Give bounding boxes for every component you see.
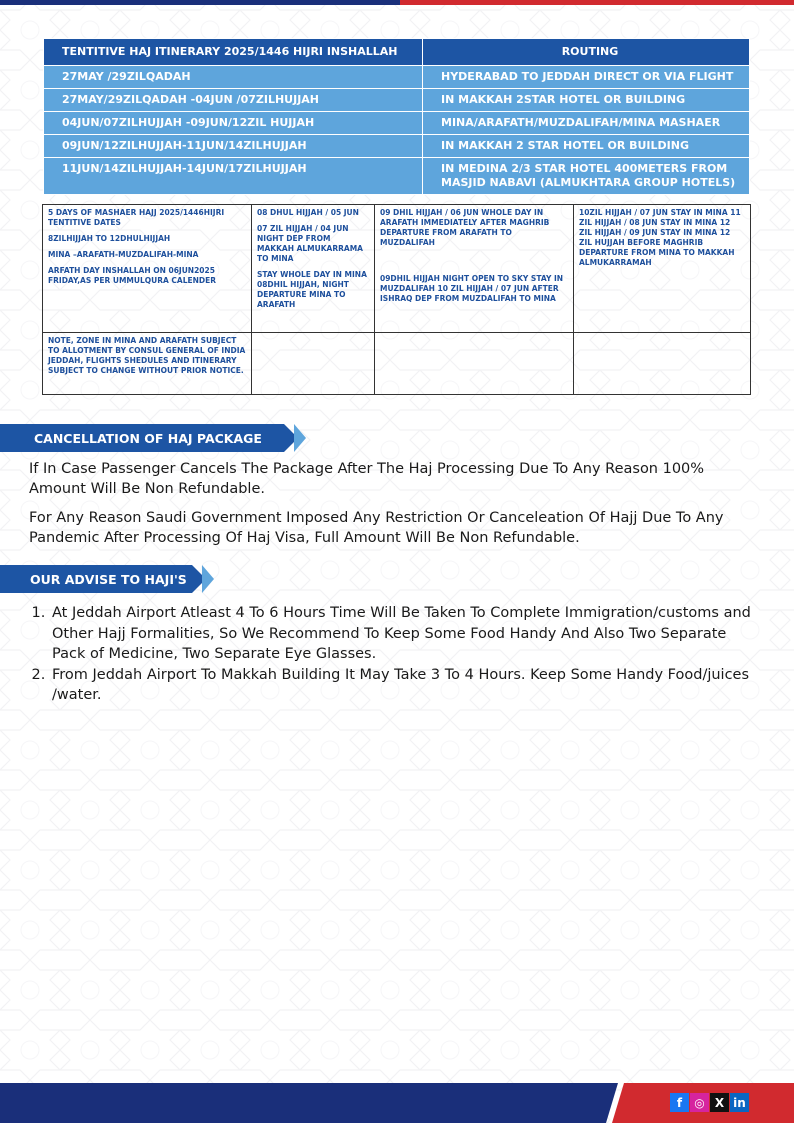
itinerary-header-row	[44, 39, 750, 66]
itinerary-routing-cell: IN MAKKAH 2 STAR HOTEL OR BUILDING	[423, 135, 750, 158]
list-item: 2. From Jeddah Airport To Makkah Building It May Take 3 To 4 Hours. Keep Some Handy Food/juices /water.	[50, 665, 760, 706]
social-links	[670, 1093, 749, 1112]
mashaer-text: MINA –ARAFATH-MUZDALIFAH-MINA	[48, 250, 199, 259]
mashaer-text: 07 ZIL HIJJAH / 04 JUN NIGHT DEP FROM MAKKAH ALMUKARRAMA TO MINA	[257, 224, 363, 263]
mashaer-row	[43, 205, 751, 333]
cancellation-heading	[0, 424, 306, 452]
list-item: 1. At Jeddah Airport Atleast 4 To 6 Hours Time Will Be Taken To Complete Immigration/customs and Other Hajj Formalities, So We Recommend To Keep Some Food Handy And Also Two Separate Pack of Medicine, Two Separate Eye Glasses.	[50, 603, 760, 665]
mashaer-note-cell	[43, 333, 252, 395]
table-row	[44, 135, 750, 158]
mashaer-text: 09DHIL HIJJAH NIGHT OPEN TO SKY STAY IN MUZDALIFAH 10 ZIL HIJJAH / 07 JUN AFTER ISHRAQ DEP FROM MUZDALIFAH TO MINA	[380, 274, 564, 303]
table-row	[44, 66, 750, 89]
mashaer-arafath-cell	[375, 205, 574, 333]
cancellation-paragraph-2: For Any Reason Saudi Government Imposed Any Restriction Or Canceleation Of Hajj Due To Any Pandemic After Processing Of Haj Visa, Full Amount Will Be Non Refundable.	[29, 510, 724, 546]
instagram-icon[interactable]: ◎	[690, 1093, 709, 1112]
mashaer-mina-cell	[252, 205, 375, 333]
mashaer-table	[42, 204, 751, 395]
itinerary-date-cell: 04JUN/07ZILHUJJAH -09JUN/12ZIL HUJJAH	[44, 112, 423, 135]
mashaer-note-row	[43, 333, 751, 395]
itinerary-date-cell: 09JUN/12ZILHUJJAH-11JUN/14ZILHUJJAH	[44, 135, 423, 158]
mashaer-text: 5 DAYS OF MASHAER HAJJ 2025/1446HIJRI TENTITIVE DATES	[48, 208, 225, 227]
empty-cell	[574, 333, 751, 395]
table-row	[44, 112, 750, 135]
itinerary-date-cell: 27MAY/29ZILQADAH -04JUN /07ZILHUJJAH	[44, 89, 423, 112]
mashaer-note: NOTE, ZONE IN MINA AND ARAFATH SUBJECT TO ALLOTMENT BY CONSUL GENERAL OF INDIA JEDDAH, FLIGHTS SHEDULES AND ITINERARY SUBJECT TO CHANGE WITHOUT PRIOR NOTICE.	[48, 336, 246, 375]
mashaer-text: 08DHIL HIJJAH, NIGHT DEPARTURE MINA TO ARAFATH	[257, 280, 349, 309]
table-row	[44, 158, 750, 195]
advise-heading	[0, 565, 214, 593]
mashaer-text: 10ZIL HIJJAH / 07 JUN STAY IN MINA 11 ZIL HIJJAH / 08 JUN STAY IN MINA 12 ZIL HIJJAH / 09 JUN STAY IN MINA 12 ZIL HUJJAH BEFORE MAGHRIB DEPARTURE FROM MINA TO MAKKAH ALMUKARRAMAH	[579, 208, 741, 267]
top-accent-bar	[0, 0, 794, 5]
itinerary-routing-cell: MINA/ARAFATH/MUZDALIFAH/MINA MASHAER	[423, 112, 750, 135]
table-row	[44, 89, 750, 112]
cancellation-heading-label: CANCELLATION OF HAJ PACKAGE	[0, 424, 284, 452]
itinerary-table	[43, 38, 750, 195]
itinerary-date-cell: 27MAY /29ZILQADAH	[44, 66, 423, 89]
mashaer-text: ARFATH DAY INSHALLAH ON 06JUN2025 FRIDAY,AS PER UMMULQURA CALENDER	[48, 266, 217, 285]
itinerary-routing-cell: IN MEDINA 2/3 STAR HOTEL 400METERS FROM MASJID NABAVI (ALMUKHTARA GROUP HOTELS)	[423, 158, 750, 195]
cancellation-paragraph-1: If In Case Passenger Cancels The Package After The Haj Processing Due To Any Reason 100% Amount Will Be Non Refundable.	[29, 461, 705, 497]
itinerary-header-routing: ROUTING	[423, 39, 750, 66]
itinerary-routing-cell: IN MAKKAH 2STAR HOTEL OR BUILDING	[423, 89, 750, 112]
itinerary-routing-cell: HYDERABAD TO JEDDAH DIRECT OR VIA FLIGHT	[423, 66, 750, 89]
chevron-right-icon	[294, 424, 306, 452]
mashaer-dates-cell	[43, 205, 252, 333]
x-icon[interactable]: X	[710, 1093, 729, 1112]
itinerary-date-cell: 11JUN/14ZILHUJJAH-14JUN/17ZILHUJJAH	[44, 158, 423, 195]
mashaer-text: 8ZILHIJJAH TO 12DHULHIJJAH	[48, 234, 171, 243]
empty-cell	[252, 333, 375, 395]
mashaer-text: 09 DHIL HIJJAH / 06 JUN WHOLE DAY IN ARAFATH IMMEDIATELY AFTER MAGHRIB DEPARTURE FROM ARAFATH TO MUZDALIFAH	[380, 208, 550, 247]
chevron-right-icon	[202, 565, 214, 593]
mashaer-text: 08 DHUL HIJJAH / 05 JUN	[257, 208, 359, 217]
mashaer-text: STAY WHOLE DAY IN MINA	[257, 270, 367, 279]
mashaer-mina-stay-cell	[574, 205, 751, 333]
advise-list	[29, 603, 760, 706]
advise-heading-label: OUR ADVISE TO HAJI'S	[0, 565, 192, 593]
facebook-icon[interactable]: f	[670, 1093, 689, 1112]
empty-cell	[375, 333, 574, 395]
linkedin-icon[interactable]: in	[730, 1093, 749, 1112]
itinerary-header-dates: TENTITIVE HAJ ITINERARY 2025/1446 HIJRI INSHALLAH	[44, 39, 423, 66]
